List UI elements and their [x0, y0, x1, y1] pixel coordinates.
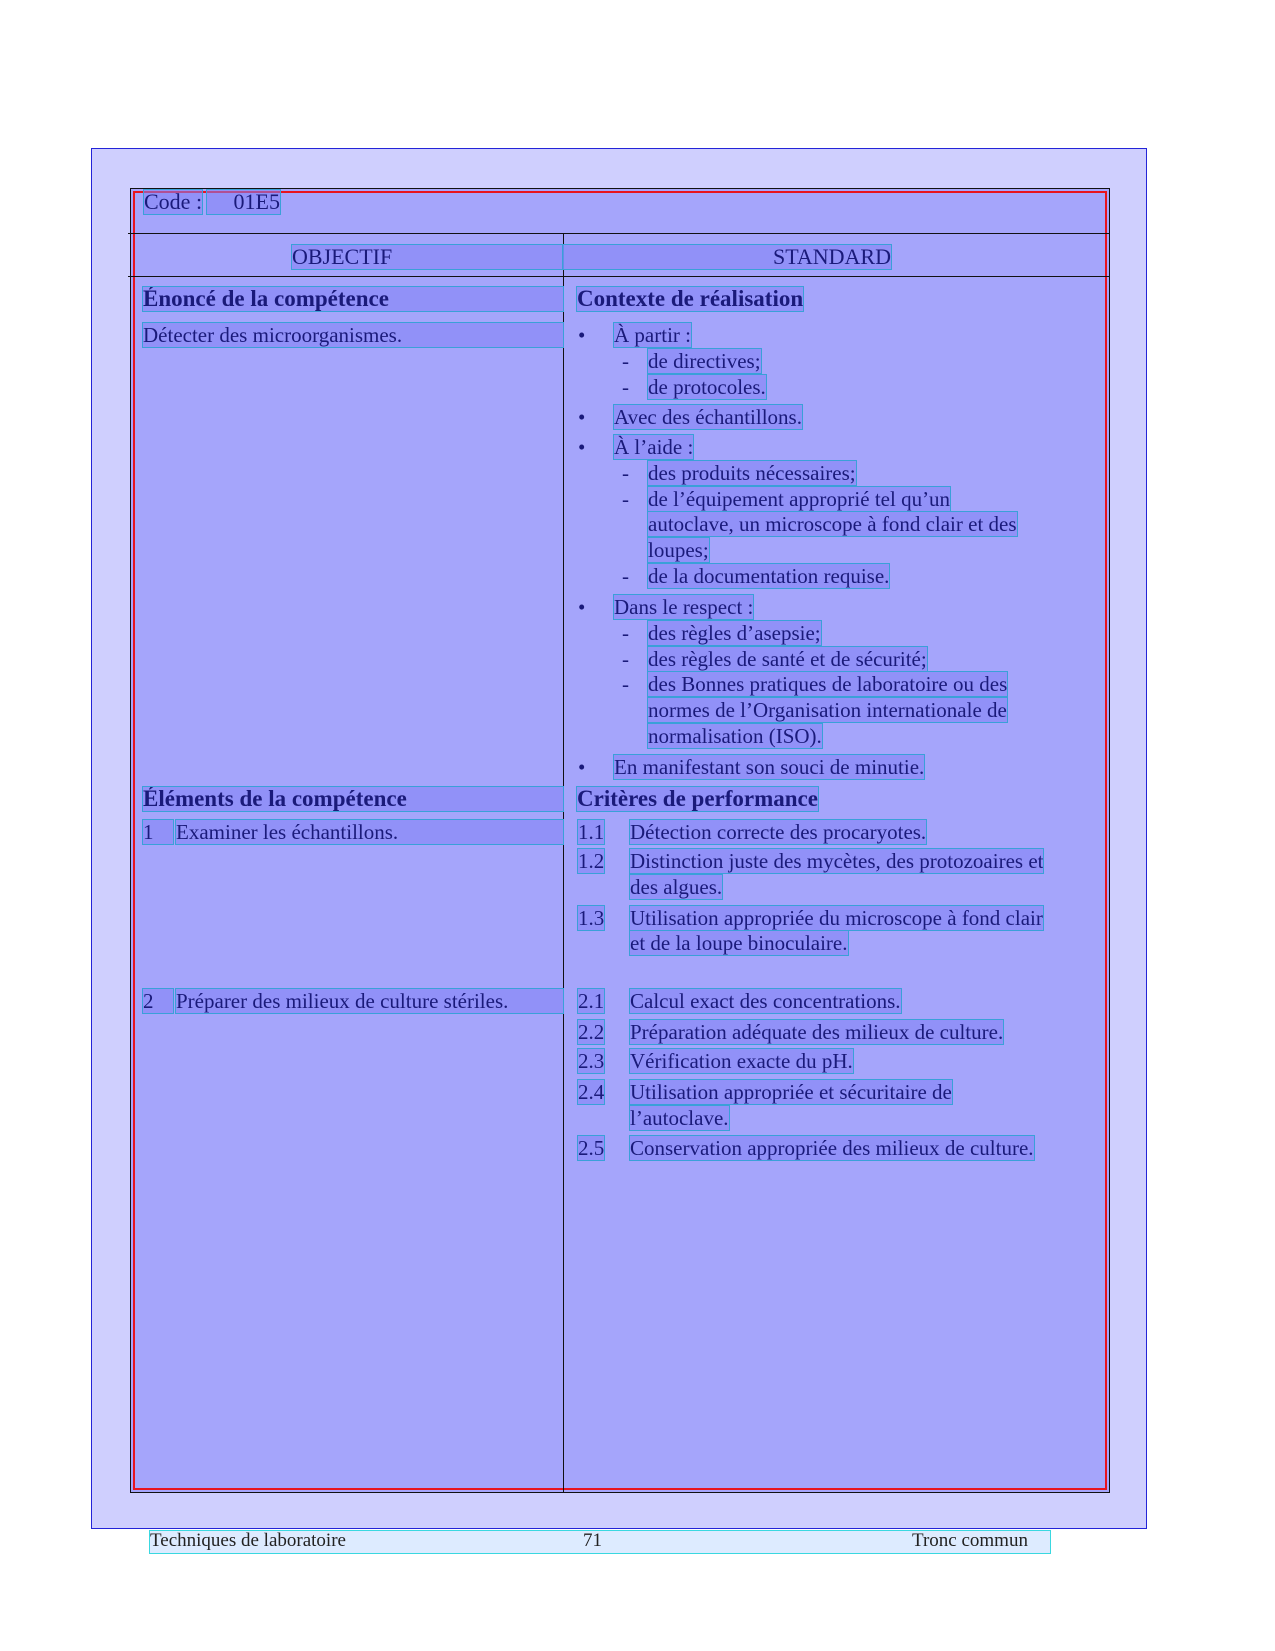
context-line: loupes; [648, 538, 709, 562]
header-standard: STANDARD [563, 245, 891, 269]
element-number: 1 [143, 820, 173, 844]
criterion-text: Distinction juste des mycètes, des protozoaires et [630, 849, 1044, 873]
enonce-text: Détecter des microorganismes. [143, 323, 563, 347]
element-text: Préparer des milieux de culture stériles. [176, 989, 563, 1013]
criterion-number: 2.4 [578, 1080, 605, 1104]
context-line: des Bonnes pratiques de laboratoire ou des [648, 672, 1008, 696]
element-text: Examiner les échantillons. [176, 820, 563, 844]
criterion-number: 2.2 [578, 1020, 605, 1044]
criteres-title: Critères de performance [577, 786, 818, 811]
context-line: normes de l’Organisation internationale de [648, 698, 1007, 722]
dash: - [622, 487, 629, 511]
dash: - [622, 564, 629, 588]
criterion-text: des algues. [630, 875, 723, 899]
criterion-text: Calcul exact des concentrations. [630, 989, 901, 1013]
element-number: 2 [143, 989, 173, 1013]
context-line: À l’aide : [614, 435, 694, 459]
dash: - [622, 647, 629, 671]
criterion-number: 2.5 [578, 1136, 605, 1160]
criterion-text: Vérification exacte du pH. [630, 1049, 853, 1073]
context-line: de l’équipement approprié tel qu’un [648, 487, 951, 511]
contexte-title: Contexte de réalisation [577, 286, 804, 311]
bullet: • [578, 323, 586, 347]
header-row-divider [128, 276, 1110, 277]
criterion-text: et de la loupe binoculaire. [630, 931, 848, 955]
footer-page-number: 71 [583, 1530, 602, 1551]
code-row-divider [128, 233, 1110, 234]
dash: - [622, 349, 629, 373]
context-line: des règles de santé et de sécurité; [648, 647, 927, 671]
criterion-text: l’autoclave. [630, 1106, 729, 1130]
dash: - [622, 375, 629, 399]
criterion-number: 1.2 [578, 849, 605, 873]
criterion-number: 2.1 [578, 989, 605, 1013]
context-line: En manifestant son souci de minutie. [614, 755, 925, 779]
bullet: • [578, 405, 586, 429]
criterion-number: 1.3 [578, 906, 605, 930]
criterion-text: Utilisation appropriée et sécuritaire de [630, 1080, 952, 1104]
criterion-number: 2.3 [578, 1049, 605, 1073]
header-objectif: OBJECTIF [292, 245, 563, 269]
context-line: de directives; [648, 349, 761, 373]
context-line: autoclave, un microscope à fond clair et des [648, 512, 1017, 536]
context-line: À partir : [614, 323, 691, 347]
criterion-text: Préparation adéquate des milieux de culture. [630, 1020, 1004, 1044]
context-line: des produits nécessaires; [648, 461, 856, 485]
criterion-text: Conservation appropriée des milieux de culture. [630, 1136, 1034, 1160]
dash: - [622, 621, 629, 645]
context-line: normalisation (ISO). [648, 724, 822, 748]
enonce-title: Énoncé de la compétence [143, 287, 563, 311]
footer-left: Techniques de laboratoire [150, 1530, 346, 1551]
context-line: Avec des échantillons. [614, 405, 802, 429]
code-label: Code : [144, 189, 203, 214]
context-line: Dans le respect : [614, 595, 754, 619]
bullet: • [578, 755, 586, 779]
criterion-text: Détection correcte des procaryotes. [630, 820, 927, 844]
criterion-text: Utilisation appropriée du microscope à fond clair [630, 906, 1043, 930]
dash: - [622, 461, 629, 485]
context-line: des règles d’asepsie; [648, 621, 821, 645]
elements-title: Éléments de la compétence [143, 787, 563, 811]
bullet: • [578, 595, 586, 619]
context-line: de protocoles. [648, 375, 766, 399]
context-line: de la documentation requise. [648, 564, 890, 588]
criterion-number: 1.1 [578, 820, 605, 844]
code-value: 01E5 [207, 190, 280, 214]
footer-right: Tronc commun [912, 1530, 1028, 1551]
column-divider [563, 234, 564, 1493]
dash: - [622, 672, 629, 696]
bullet: • [578, 435, 586, 459]
